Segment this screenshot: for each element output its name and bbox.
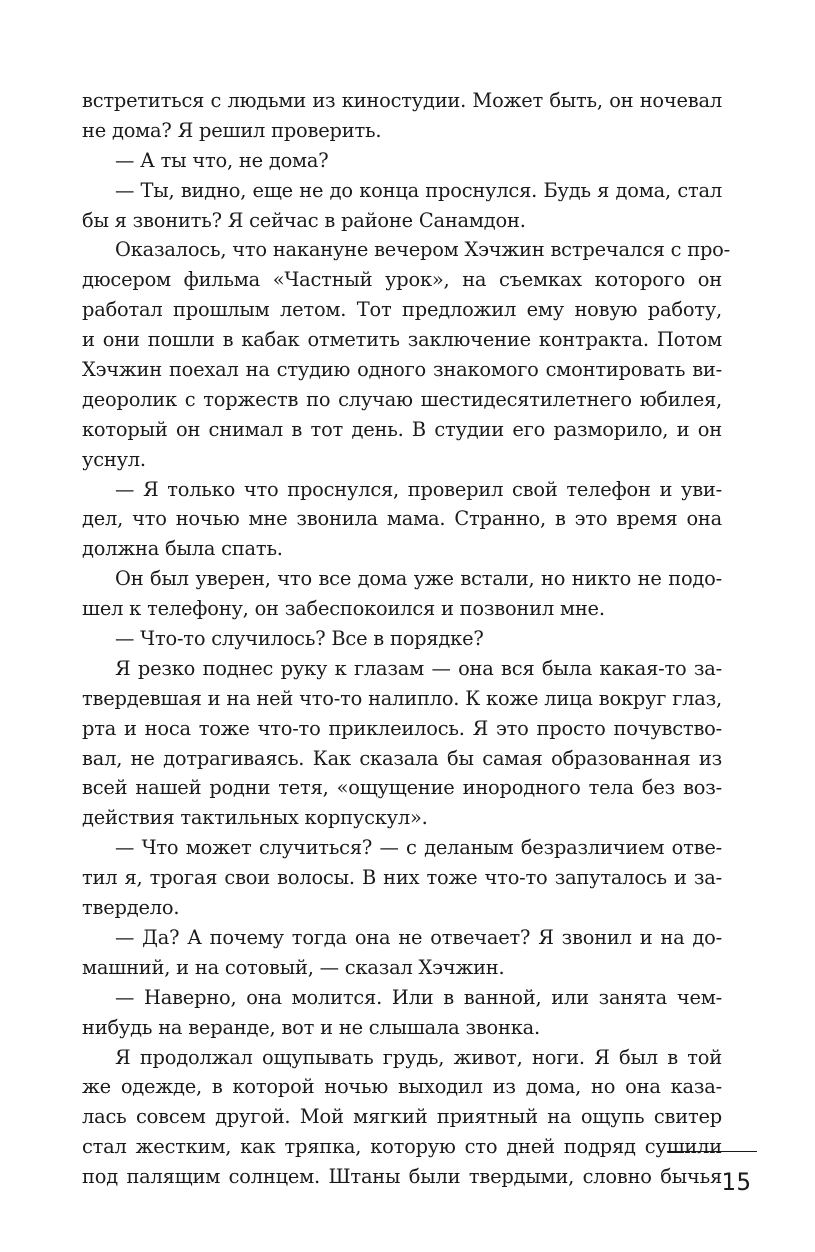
text-line: под палящим солнцем. Штаны были твердыми, словно бычья xyxy=(82,1165,722,1189)
paragraph xyxy=(82,176,722,236)
text-line: — Что-то случилось? Все в порядке? xyxy=(115,627,484,651)
paragraph xyxy=(82,1043,722,1192)
text-line: — Ты, видно, еще не до конца проснулся. Будь я дома, стал xyxy=(115,178,722,202)
paragraph xyxy=(82,654,722,833)
text-line: рта и носа тоже что-то приклеилось. Я это просто почувство- xyxy=(82,716,722,740)
text-line: — А ты что, не дома? xyxy=(115,148,329,172)
page-number: 15 xyxy=(721,1168,752,1196)
text-line: всей нашей родни тетя, «ощущение инородного тела без воз- xyxy=(82,776,722,800)
paragraph xyxy=(82,624,722,654)
text-line: Я продолжал ощупывать грудь, живот, ноги. Я был в той xyxy=(115,1045,722,1069)
paragraph xyxy=(82,833,722,923)
paragraph xyxy=(82,983,722,1043)
paragraph xyxy=(82,86,722,146)
text-line: — Что может случиться? — с деланым безразличием отве- xyxy=(115,836,722,860)
text-line: Он был уверен, что все дома уже встали, но никто не подо- xyxy=(115,567,722,591)
paragraph xyxy=(82,475,722,565)
text-line: Хэчжин поехал на студию одного знакомого смонтировать ви- xyxy=(82,358,722,382)
text-line: должна была спать. xyxy=(82,537,283,561)
text-line: не дома? Я решил проверить. xyxy=(82,118,382,142)
text-line: который он снимал в тот день. В студии его разморило, и он xyxy=(82,417,722,441)
text-line: нибудь на веранде, вот и не слышала звонка. xyxy=(82,1015,540,1039)
paragraph xyxy=(82,923,722,983)
text-line: дюсером фильма «Частный урок», на съемках которого он xyxy=(82,268,722,292)
body-text xyxy=(82,86,730,1192)
text-line: встретиться с людьми из киностудии. Может быть, он ночевал xyxy=(82,89,722,112)
text-line: действия тактильных корпускул». xyxy=(82,806,428,830)
text-line: Я резко поднес руку к глазам — она вся была какая-то за- xyxy=(115,656,722,680)
text-line: и они пошли в кабак отметить заключение контракта. Потом xyxy=(82,328,722,352)
text-line: стал жестким, как тряпка, которую сто дней подряд сушили xyxy=(82,1135,722,1159)
text-line: тил я, трогая свои волосы. В них тоже что-то запуталось и за- xyxy=(82,866,722,890)
text-line: — Наверно, она молится. Или в ванной, или занята чем- xyxy=(115,985,722,1009)
text-line: машний, и на сотовый, — сказал Хэчжин. xyxy=(82,955,505,979)
text-line: деоролик с торжеств по случаю шестидесятилетнего юбилея, xyxy=(82,387,722,411)
text-line: твердело. xyxy=(82,896,180,920)
text-line: работал прошлым летом. Тот предложил ему новую работу, xyxy=(82,298,722,322)
text-line: шел к телефону, он забеспокоился и позвонил мне. xyxy=(82,597,605,621)
text-line: уснул. xyxy=(82,447,146,471)
text-line: бы я звонить? Я сейчас в районе Санамдон. xyxy=(82,208,526,232)
page-number-rule xyxy=(667,1151,757,1152)
text-line: вал, не дотрагиваясь. Как сказала бы самая образованная из xyxy=(82,746,722,770)
text-line: — Да? А почему тогда она не отвечает? Я звонил и на до- xyxy=(115,925,722,949)
text-line: лась совсем другой. Мой мягкий приятный на ощупь свитер xyxy=(82,1105,722,1129)
paragraph xyxy=(82,235,730,474)
text-line: Оказалось, что накануне вечером Хэчжин встречался с про- xyxy=(115,238,730,262)
text-line: же одежде, в которой ночью выходил из дома, но она каза- xyxy=(82,1075,722,1099)
text-line: твердевшая и на ней что-то налипло. К коже лица вокруг глаз, xyxy=(82,686,722,710)
text-line: — Я только что проснулся, проверил свой телефон и уви- xyxy=(115,477,722,501)
text-line: дел, что ночью мне звонила мама. Странно, в это время она xyxy=(82,507,722,531)
paragraph xyxy=(82,564,722,624)
paragraph xyxy=(82,146,722,176)
